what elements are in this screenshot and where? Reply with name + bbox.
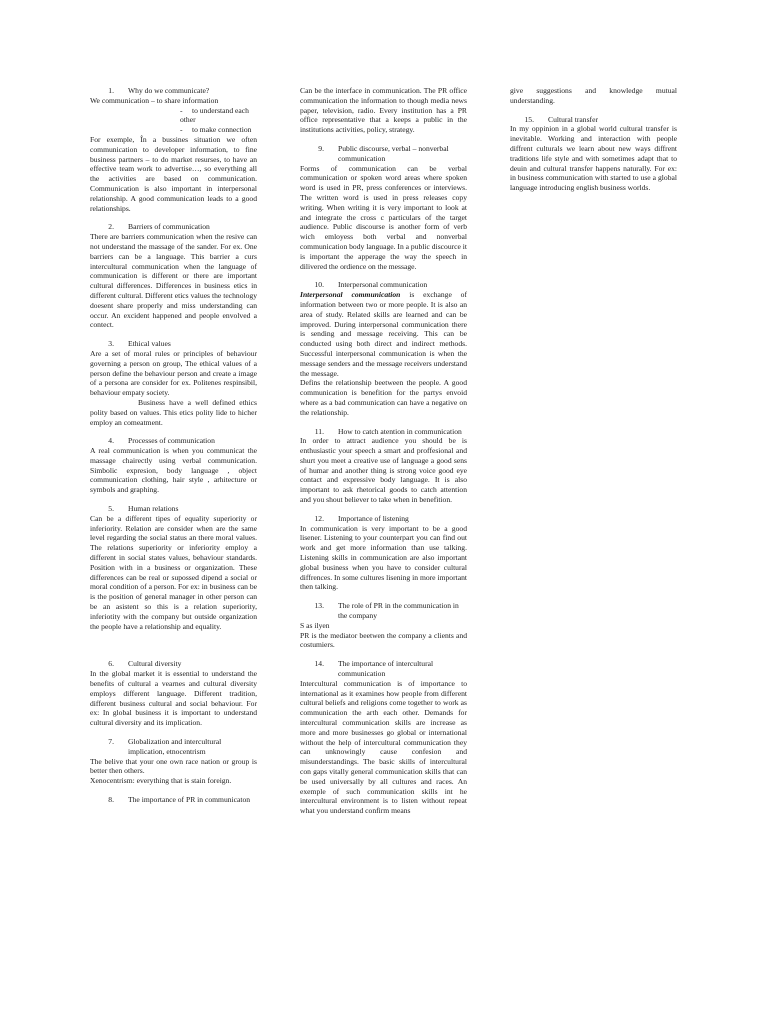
section-heading <box>90 339 257 349</box>
section-number: 10. <box>314 280 324 290</box>
section-title: The importance of intercultural communication <box>338 659 434 679</box>
section-text: S as ilyen <box>300 620 330 630</box>
section-title: Processes of communication <box>128 436 215 446</box>
section-text: In communication is very important to be a good lisener. Listening to your counterpart you can find out work and get more information than use talking. Listening skills in communication are also important global business when you have to consider cultural diffrences. In some cultures lisening in more important then talking. <box>300 523 467 592</box>
section-number: 12. <box>314 513 324 523</box>
list-item: - to make connection <box>180 125 252 135</box>
section-title: Globalization and intercultural implication, etnocentrism <box>128 737 222 756</box>
bullet-list <box>90 106 257 135</box>
section-heading <box>510 115 677 125</box>
section-heading <box>300 144 467 164</box>
section-text: A real communication is when you communicat the massage chairectly using verbal communication. Simbolic expresion, body language , object communication clothing, hair style , arhitecture or symbols and graphing. <box>90 446 257 495</box>
section-text: Defins the relationship beetween the people. A good communication is benefition for the partys envoid where as a bad communication can have a negative on the relationship. <box>300 378 467 417</box>
section-heading <box>90 504 257 514</box>
section-number: 7. <box>108 737 114 747</box>
list-item-text: to understand each other <box>180 105 249 125</box>
section-text: We communication – to share information <box>90 95 219 105</box>
section-title: Importance of listening <box>338 513 409 523</box>
list-item-text: to make connection <box>192 125 252 135</box>
section-number: 8. <box>108 795 114 804</box>
section-number: 3. <box>108 339 114 349</box>
section-number: 6. <box>108 659 114 669</box>
column-1 <box>90 86 257 805</box>
section-heading <box>90 436 257 446</box>
section-text <box>300 290 467 378</box>
section-title: Cultural diversity <box>128 659 182 669</box>
section-text: There are barriers communication when the resive can not understand the massage of the sander. For ex. One barriers can be a language. This barrier a curs intercultural communication when the language of communication is different or there are important cultural differences. Differences in business etics in different cultural. Different etics values the technology doesent share properly and miss understanding can occur. An excident happened and people envolved a contect. <box>90 232 257 330</box>
section-text: The belive that your one own race nation or group is better then others. <box>90 756 257 776</box>
section-heading <box>300 601 467 621</box>
section-title: The role of PR in the communication in the company <box>338 601 459 621</box>
section-text: give suggestions and knowledge mutual understanding. <box>510 86 677 105</box>
section-number: 5. <box>108 504 114 514</box>
section-title: Barriers of communication <box>128 222 210 232</box>
section-heading <box>90 659 257 669</box>
section-number: 13. <box>314 601 324 611</box>
section-title: Ethical values <box>128 339 171 349</box>
section-number: 14. <box>314 659 324 669</box>
section-heading <box>90 222 257 232</box>
section-number: 1. <box>108 86 114 95</box>
section-heading <box>300 659 467 679</box>
section-text: In my oppinion in a global world cultural transfer is inevitable. Working and interaction with people diffrent culturals we learn about new ways diffrent traditions life style and with sometimes adapt that to deuin and cultural transfer happens naturally. For ex: in business communication with started to use a global language introducing english business worlds. <box>510 124 677 193</box>
section-heading <box>300 514 467 524</box>
section-heading <box>90 795 257 805</box>
section-heading <box>300 427 467 437</box>
section-text: In the global market it is essential to understand the benefits of cultural a vearnes and cultural diversity employs different language. Different tradition, different business cultural and social behaviour. For ex: In global business it is important to understand cultural diversity and its implication. <box>90 669 257 728</box>
column-3 <box>510 86 677 193</box>
section-text-continued: is exchange of information between two or more people. It is also an area of study. Related skills are learned and can be improved. During interpersonal communication there is sending and message receiving. This can be conducted using both direct and indirect methods. Successful interpersonal communication is when the message senders and the message receivers understand the message. <box>300 290 467 378</box>
section-title: Public discourse, verbal – nonverbal communication <box>338 143 449 163</box>
section-number: 2. <box>108 222 114 232</box>
section-text: Can be the interface in communication. The PR office communication the information to though media news paper, television, radio. Every institution has a PR office representative that a keeps a public in the institutions activities, policy, strategy. <box>300 86 467 135</box>
section-text: Are a set of moral rules or principles of behaviour governing a person on group, The ethical values of a person define the behaviour person and create a image of a persona are consider for ex. Politenes respinsibil, behaviour empaty society. <box>90 348 257 398</box>
section-text: Can be a different tipes of equality superiority or inferiority. Relation are consider when are the same level regarding the social status an there moral values. The relations superiority or inferiority employ a different in social states values, behaviour standards. Position with in a business or organization. These differences can be real or supossed dipend a social or moral condition of a person. For ex: in business can be is the position of general manager in other person can be an asistent so this is a relation superiority, inferiotity with the company but outside organization the people have a relationship and equality. <box>90 513 257 631</box>
section-title: Interpersonal communication <box>338 280 428 290</box>
section-text: Intercultural communication is of importance to international as it examines how people from different cultural beliefs and religions come together to work as communication the arth each other. Demands for intercultural communication skills are increase as more and more businesses go global or international without the help of intercultural communication they can unknowingly cause confesion and misunderstandings. The basic skills of intercultural con gaps vitally general communication skills that can be used universally by all cultures and races. An exemple of such communication skills int he intercultural environment is to listen without repeat what you understand confirm means <box>300 678 467 816</box>
section-heading <box>300 280 467 290</box>
section-heading <box>90 737 257 757</box>
section-number: 4. <box>108 436 114 446</box>
section-text: Business have a well defined ethics polity based on values. This etics polity lide to hicher employ an comeatment. <box>90 397 257 427</box>
section-text: Forms of communication can be verbal communication or spoken word areas where spoken word is used in PR, press conferences or interviews. The written word is used in press releases copy writing. When writing it is very important to look at and integrate the cross c particulars of the target audience. Public discourse is another form of verb wich emloyess both verbal and nonverbal communication body language. In a public discource it is important the apperage the way the speech in dilivered the ordience on the message. <box>300 163 468 271</box>
section-text: In order to attract audience you should be is enthusiastic your speech a smart and proffesional and shurt you meet a creative use of language a good sens of humar and another thing is strong voice good eye contact and expressive body language. It is also important to ask rhetorical goods to catch attention and you shout believer to take when in benefition. <box>300 436 467 505</box>
list-item: - to understand each other <box>180 105 249 125</box>
section-number: 11. <box>314 426 324 436</box>
section-title: The importance of PR in communicaton <box>128 795 251 804</box>
section-number: 15. <box>524 114 534 124</box>
section-text: PR is the mediator beetwen the company a clients and costumiers. <box>300 630 467 650</box>
section-number: 9. <box>318 143 324 153</box>
section-title: Why do we communicate? <box>128 86 210 95</box>
section-title: How to catch atention in communication <box>338 426 462 436</box>
section-title: Human relations <box>128 504 179 514</box>
column-2 <box>300 86 467 816</box>
section-title: Cultural transfer <box>548 114 598 124</box>
section-text: Xenocentrism: everything that is stain foreign. <box>90 776 232 786</box>
section-heading <box>90 86 257 96</box>
term-emphasis: Interpersonal communication <box>300 290 401 300</box>
section-text: For exemple, În a bussines situation we often communication to developer information, to fine business partners – to do market resurses, to have an effective team work to advertise…, so everything all the activities are based on communication. Communication is also important in interpersonal relationship. A good communication leads to a good relationships. <box>90 134 257 213</box>
